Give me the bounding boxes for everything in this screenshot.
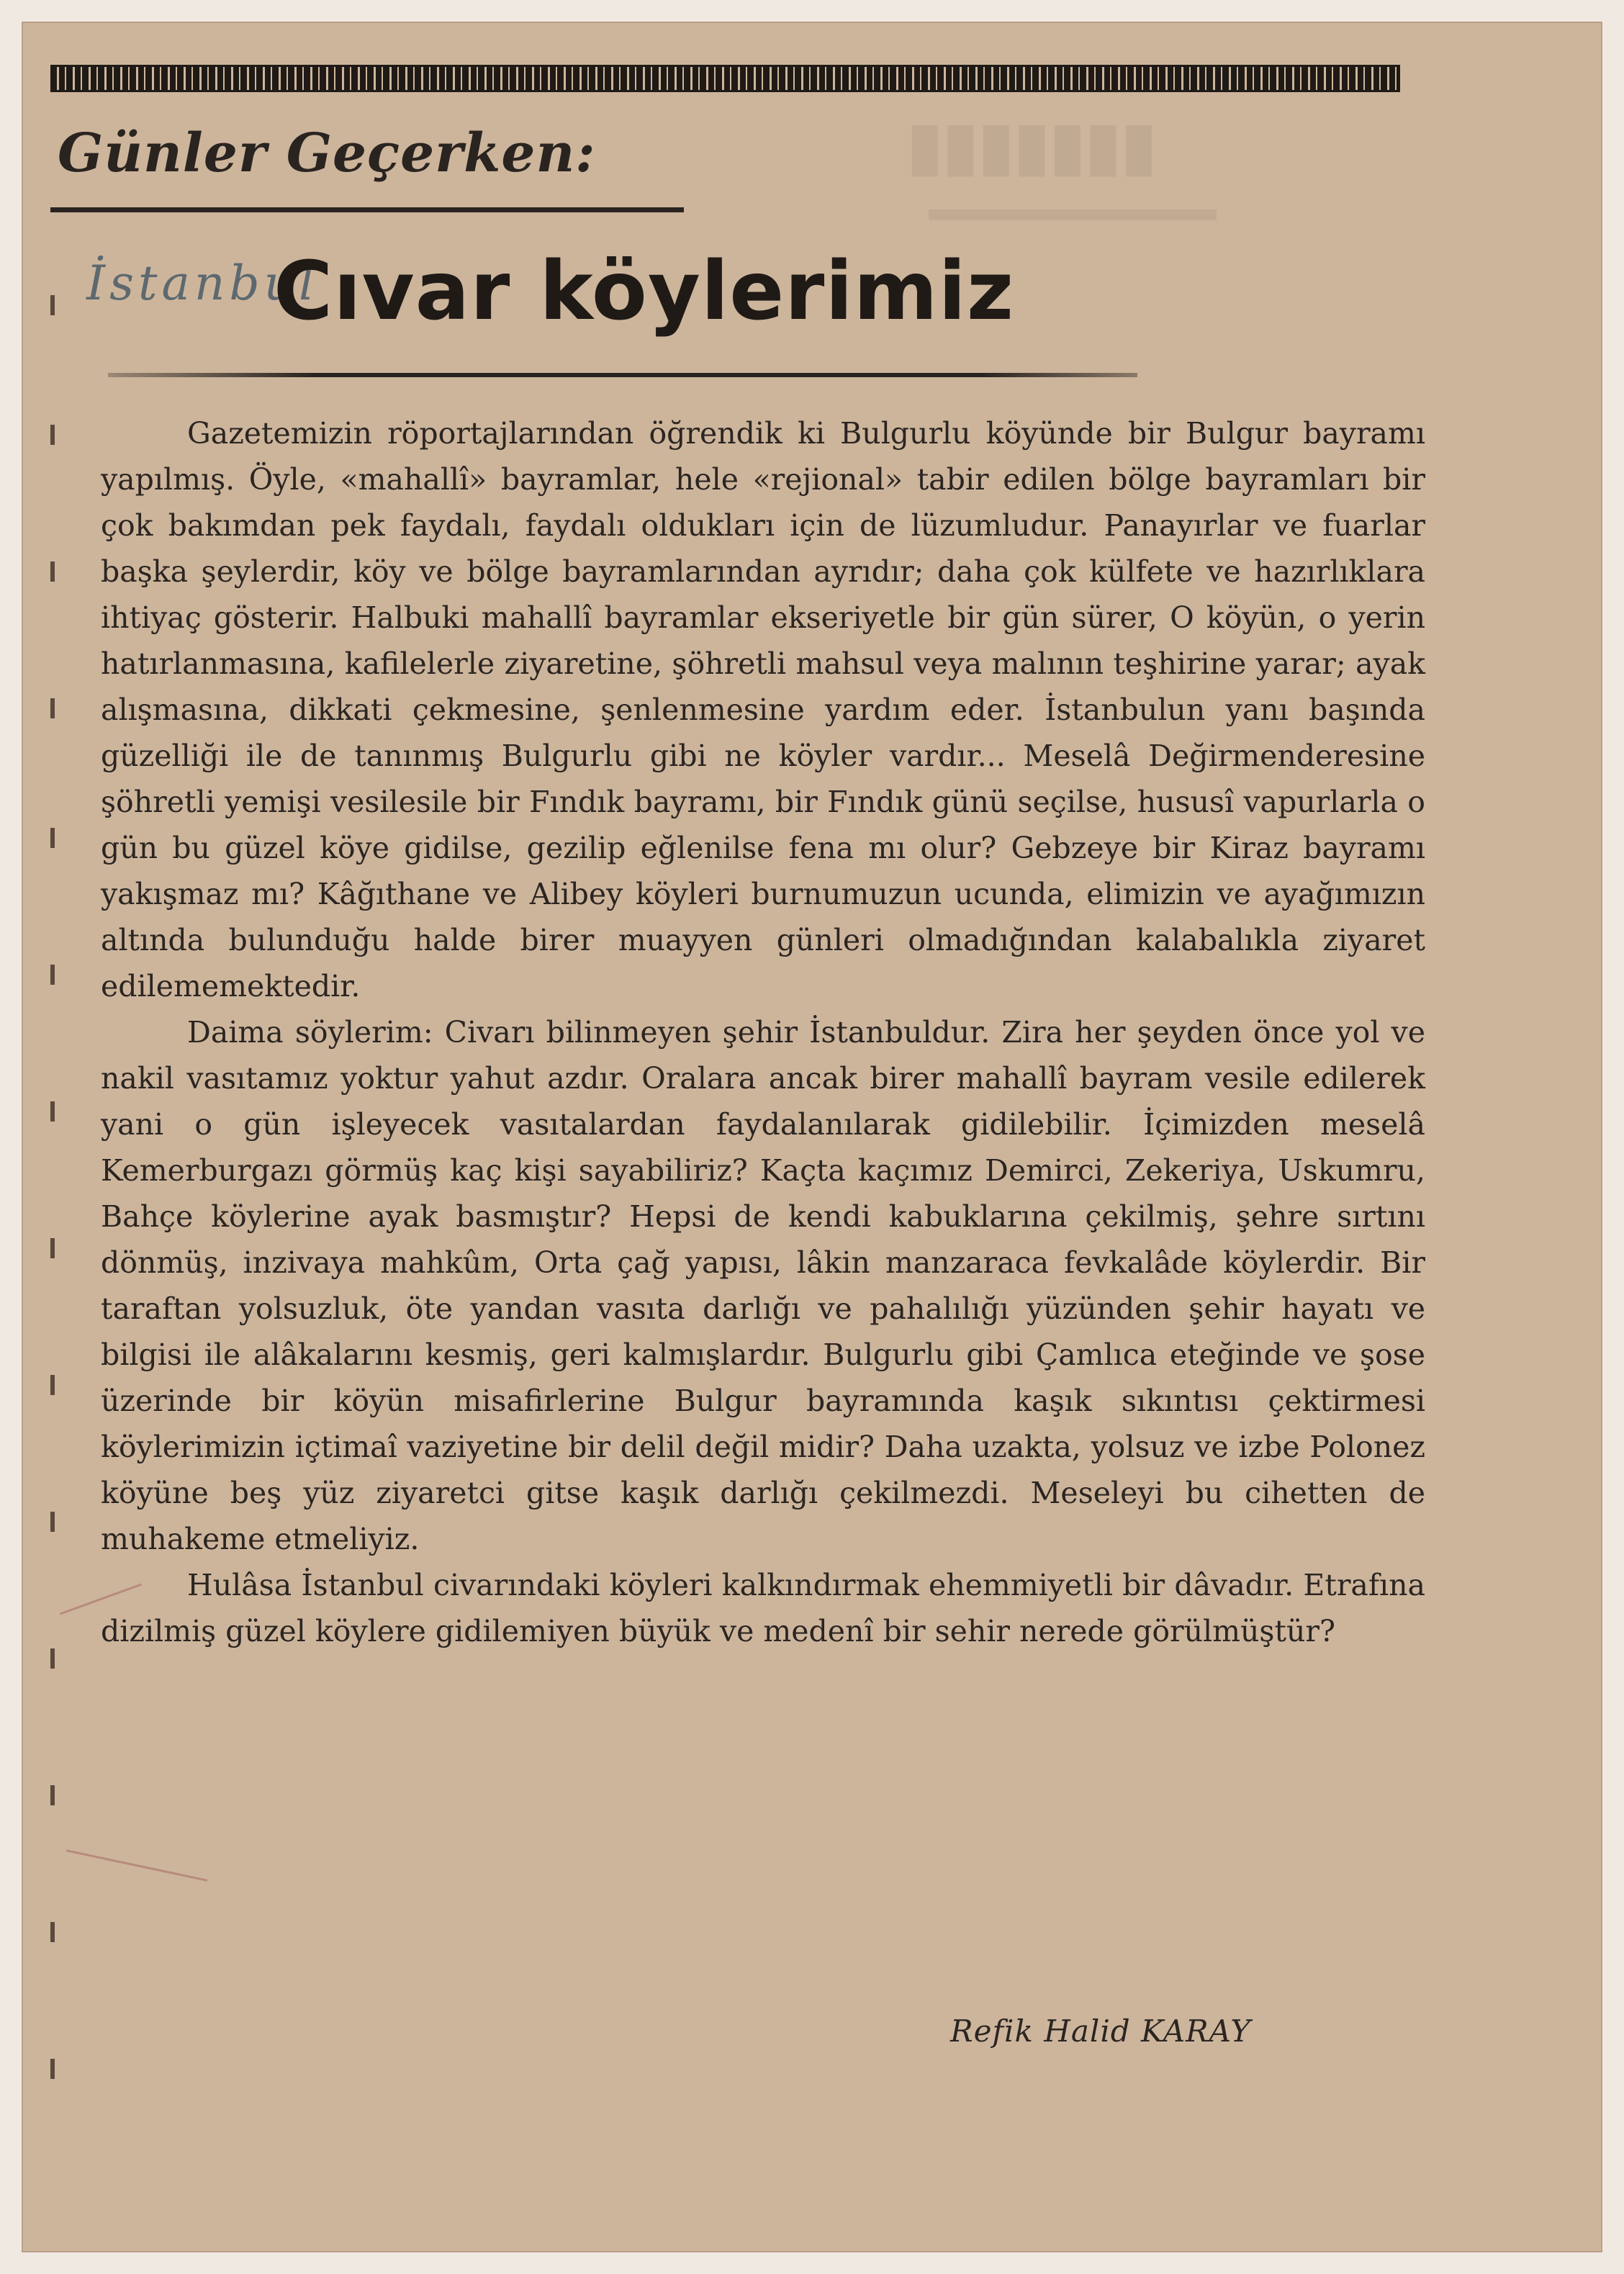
paragraph: Daima söylerim: Civarı bilinmeyen şehir İstanbuldur. Zira her şeyden önce yol ve nakil vasıtamız yoktur yahut azdır. Oralara ancak birer mahallî bayram vesile edilerek yani o gün işleyecek vasıtalardan faydalanılarak gidilebilir. İçimizden meselâ Kemerburgazı görmüş kaç kişi sayabiliriz? Kaçta kaçımız Demirci, Zekeriya, Uskumru, Bahçe köylerine ayak basmıştır? Hepsi de kendi kabuklarına çekilmiş, şehre sırtını dönmüş, inzivaya mahkûm, Orta çağ yapısı, lâkin manzaraca fevkalâde köylerdir. Bir taraftan yolsuzluk, öte yandan vasıta darlığı ve pahalılığı yüzünden şehir hayatı ve bilgisi ile alâkalarını kesmiş, geri kalmışlardır. Bulgurlu gibi Çamlıca eteğinde ve şose üzerinde bir köyün misafirlerine Bulgur bayramında kaşık sıkıntısı çektirmesi köylerimizin içtimaî vaziyetine bir delil değil midir? Daha uzakta, yolsuz ve izbe Polonez köyüne beş yüz ziyaretci gitse kaşık darlığı çekilmezdi. Meseleyi bu cihetten de muhakeme etmeliyiz. xyxy=(101,1015,1425,1556)
article-body xyxy=(101,410,1425,1654)
bleed-through-text: ▬▬▬▬▬▬▬▬ xyxy=(929,188,1217,228)
handwritten-note: İstanbul xyxy=(86,256,319,311)
paragraph: Hulâsa İstanbul civarındaki köyleri kalkındırmak ehemmiyetli bir dâvadır. Etrafına dizilmiş güzel köylere gidilemiyen büyük ve medenî bir sehir nerede görülmüştür? xyxy=(101,1568,1425,1648)
bleed-through-text: ▮▮▮▮▮▮▮ xyxy=(907,111,1157,182)
headline: Cıvar köylerimiz xyxy=(274,245,1015,338)
title-rule xyxy=(50,207,684,212)
author-signature: Refik Halid KARAY xyxy=(950,2013,1252,2049)
newspaper-clipping xyxy=(22,22,1602,2252)
column-title: Günler Geçerken: xyxy=(58,122,596,184)
headline-rule xyxy=(108,373,1137,377)
red-scratch-mark xyxy=(66,1849,207,1882)
decorative-top-border xyxy=(50,65,1400,92)
paragraph: Gazetemizin röportajlarından öğrendik ki Bulgurlu köyünde bir Bulgur bayramı yapılmış. Öyle, «mahallî» bayramlar, hele «rejional» tabir edilen bölge bayramları bir çok bakımdan pek faydalı, faydalı oldukları için de lüzumludur. Panayırlar ve fuarlar başka şeylerdir, köy ve bölge bayramlarından ayrıdır; daha çok külfete ve hazırlıklara ihtiyaç gösterir. Halbuki mahallî bayramlar ekseriyetle bir gün sürer, O köyün, o yerin hatırlanmasına, kafilelerle ziyaretine, şöhretli mahsul veya malının teşhirine yarar; ayak alışmasına, dikkati çekmesine, şenlenmesine yardım eder. İstanbulun yanı başında güzelliği ile de tanınmış Bulgurlu gibi ne köyler vardır... Meselâ Değirmenderesine şöhretli yemişi vesilesile bir Fındık bayramı, bir Fındık günü seçilse, hususî vapurlarla o gün bu güzel köye gidilse, gezilip eğlenilse fena mı olur? Gebzeye bir Kiraz bayramı yakışmaz mı? Kâğıthane ve Alibey köyleri burnumuzun ucunda, elimizin ve ayağımızın altında bulunduğu halde birer muayyen günleri olmadığından kalabalıkla ziyaret edilememektedir. xyxy=(101,416,1425,1003)
column-edge-marks xyxy=(50,295,63,2167)
